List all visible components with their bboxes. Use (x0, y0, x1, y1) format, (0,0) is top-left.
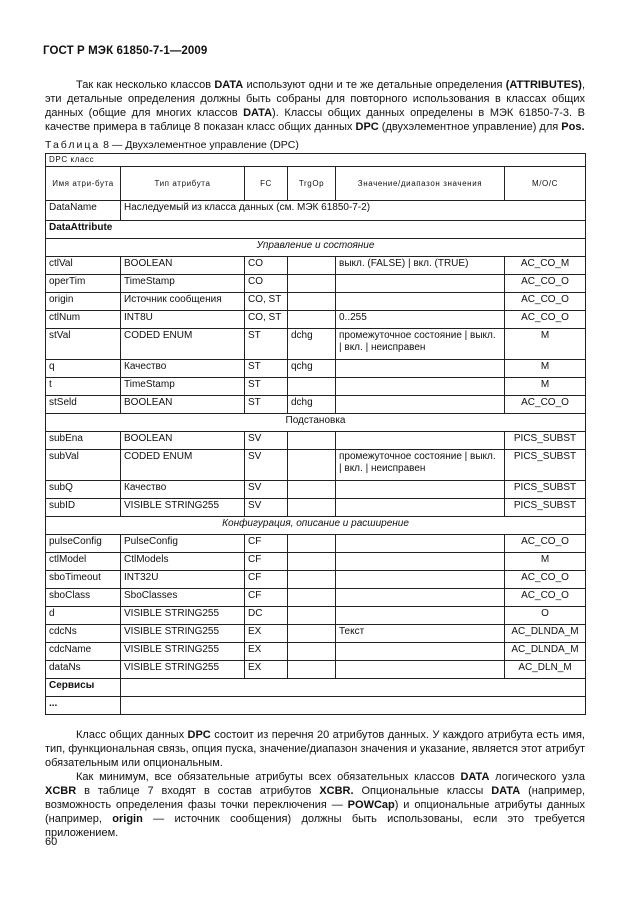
section-title: Управление и состояние (46, 239, 586, 257)
cell-trgop (288, 589, 336, 607)
cell-fc: EX (245, 661, 288, 679)
table-row (46, 378, 586, 396)
cell-value-range (336, 643, 505, 661)
cell-attr-name: d (46, 607, 121, 625)
cell-attr-name: pulseConfig (46, 535, 121, 553)
text-run: XCBR. (319, 785, 354, 797)
cell-value-range (336, 553, 505, 571)
cell-attr-name: origin (46, 293, 121, 311)
cell-attr-type: Качество (121, 360, 245, 378)
section-title: Подстановка (46, 414, 586, 432)
cell-value-range (336, 589, 505, 607)
text-run: DATA (214, 79, 244, 91)
cell-moc: PICS_SUBST (505, 481, 586, 499)
text-run: origin (112, 813, 143, 825)
text-run: (например, возможность определения фазы точки переключения — (45, 785, 586, 811)
cell-attr-type: VISIBLE STRING255 (121, 625, 245, 643)
cell-value-range (336, 293, 505, 311)
cell-attr-type: CODED ENUM (121, 450, 245, 481)
cell-attr-type: Источник сообщения (121, 293, 245, 311)
table-row (46, 499, 586, 517)
cell-trgop (288, 257, 336, 275)
cell-attr-type: TimeStamp (121, 275, 245, 293)
document-header: ГОСТ Р МЭК 61850-7-1—2009 (43, 45, 208, 57)
section-header-row (46, 239, 586, 257)
cell-attr-name: q (46, 360, 121, 378)
cell-attr-type: BOOLEAN (121, 257, 245, 275)
header-moc: M/O/C (505, 167, 586, 201)
cell-value-range (336, 360, 505, 378)
cell-attr-type: CtlModels (121, 553, 245, 571)
cell-attr-name: stSeld (46, 396, 121, 414)
cell-attr-name: sboTimeout (46, 571, 121, 589)
services-empty-cell (121, 679, 586, 697)
text-run: Класс общих данных (76, 729, 188, 741)
cell-attr-name: stVal (46, 329, 121, 360)
cell-moc: AC_CO_O (505, 275, 586, 293)
cell-fc: ST (245, 396, 288, 414)
cell-attr-type: INT8U (121, 311, 245, 329)
text-run: DATA (460, 771, 490, 783)
cell-value-range (336, 499, 505, 517)
page-number: 60 (45, 836, 58, 848)
table-row (46, 571, 586, 589)
cell-attr-type: SboClasses (121, 589, 245, 607)
cell-attr-name: operTim (46, 275, 121, 293)
text-run: логического узла (489, 771, 585, 783)
cell-attr-name: ctlModel (46, 553, 121, 571)
cell-value-range: промежуточное состояние | выкл. | вкл. | неисправен (336, 450, 505, 481)
caption-label: Таблица (45, 139, 101, 151)
table-row (46, 643, 586, 661)
cell-fc: CF (245, 571, 288, 589)
cell-fc: SV (245, 450, 288, 481)
text-run: DPC (355, 121, 379, 133)
caption-title: 8 — Двухэлементное управление (DPC) (100, 139, 299, 151)
cell-attr-type: INT32U (121, 571, 245, 589)
dataname-desc: Наследуемый из класса данных (см. МЭК 61850-7-2) (121, 201, 586, 221)
ellipsis-cell: ... (46, 697, 121, 715)
ellipsis-row (46, 697, 586, 715)
table-row (46, 535, 586, 553)
dpc-table (45, 153, 586, 715)
cell-trgop (288, 378, 336, 396)
cell-value-range (336, 661, 505, 679)
text-run: состоит из перечня 20 атрибутов данных. У каждого атрибута есть имя, тип, функциональная связь, опция пуска, значение/диапазон значения и указание, является этот атрибут обязательным или опциональным. (45, 729, 585, 769)
cell-attr-name: cdcNs (46, 625, 121, 643)
cell-attr-type: PulseConfig (121, 535, 245, 553)
table-class-label: DPC класс (46, 154, 586, 167)
cell-attr-name: ctlVal (46, 257, 121, 275)
cell-moc: AC_CO_O (505, 396, 586, 414)
cell-moc: PICS_SUBST (505, 499, 586, 517)
table-row (46, 661, 586, 679)
cell-attr-type: VISIBLE STRING255 (121, 607, 245, 625)
table-row (46, 275, 586, 293)
table-row (46, 311, 586, 329)
cell-value-range: промежуточное состояние | выкл. | вкл. | неисправен (336, 329, 505, 360)
cell-moc: M (505, 378, 586, 396)
cell-moc: AC_DLN_M (505, 661, 586, 679)
cell-moc: M (505, 360, 586, 378)
cell-moc: M (505, 329, 586, 360)
cell-trgop (288, 661, 336, 679)
cell-trgop (288, 643, 336, 661)
dataattribute-row: DataAttribute (46, 221, 586, 239)
cell-value-range (336, 481, 505, 499)
cell-value-range (336, 607, 505, 625)
table-row (46, 257, 586, 275)
cell-fc: CO, ST (245, 293, 288, 311)
cell-attr-name: subID (46, 499, 121, 517)
text-run: DATA (491, 785, 521, 797)
cell-attr-name: subEna (46, 432, 121, 450)
text-run: DPC (187, 729, 211, 741)
text-run: , эти детальные определения должны быть собраны для повторного использования в классах общих данных (общие для многих классов (45, 79, 585, 119)
cell-trgop: qchg (288, 360, 336, 378)
cell-trgop (288, 553, 336, 571)
table-row (46, 293, 586, 311)
cell-attr-name: t (46, 378, 121, 396)
cell-attr-name: sboClass (46, 589, 121, 607)
cell-trgop (288, 499, 336, 517)
cell-moc: O (505, 607, 586, 625)
text-run: ). Классы общих данных определены в МЭК 61850-7-3. В качестве примера в таблице 8 показан класс общих данных (45, 107, 585, 133)
cell-attr-type: VISIBLE STRING255 (121, 661, 245, 679)
ellipsis-empty-cell (121, 697, 586, 715)
text-run: в таблице 7 входят в состав атрибутов (76, 785, 320, 797)
cell-fc: ST (245, 360, 288, 378)
header-attr-name: Имя атри-бута (46, 167, 121, 201)
cell-attr-name: subVal (46, 450, 121, 481)
table-row (46, 625, 586, 643)
services-cell: Сервисы (46, 679, 121, 697)
cell-value-range (336, 378, 505, 396)
cell-trgop (288, 535, 336, 553)
text-run: Опциональные классы (353, 785, 492, 797)
text-run: DATA (243, 107, 273, 119)
text-run: (двухэлементное управление) для (378, 121, 562, 133)
cell-fc: EX (245, 643, 288, 661)
cell-moc: M (505, 553, 586, 571)
cell-moc: AC_CO_O (505, 311, 586, 329)
cell-attr-type: CODED ENUM (121, 329, 245, 360)
cell-fc: CO (245, 257, 288, 275)
table-row (46, 450, 586, 481)
cell-attr-type: Качество (121, 481, 245, 499)
text-run: ) и опциональные атрибуты данных (например, (45, 799, 585, 825)
cell-moc: AC_DLNDA_M (505, 625, 586, 643)
cell-value-range (336, 535, 505, 553)
text-run: XCBR (45, 785, 77, 797)
cell-attr-type: TimeStamp (121, 378, 245, 396)
table-row (46, 553, 586, 571)
cell-fc: CO, ST (245, 311, 288, 329)
cell-fc: SV (245, 499, 288, 517)
cell-trgop (288, 481, 336, 499)
cell-value-range: Текст (336, 625, 505, 643)
cell-trgop (288, 571, 336, 589)
section-title: Конфигурация, описание и расширение (46, 517, 586, 535)
cell-moc: AC_DLNDA_M (505, 643, 586, 661)
cell-value-range: выкл. (FALSE) | вкл. (TRUE) (336, 257, 505, 275)
cell-trgop (288, 432, 336, 450)
cell-attr-name: dataNs (46, 661, 121, 679)
cell-trgop (288, 625, 336, 643)
cell-trgop (288, 275, 336, 293)
cell-fc: ST (245, 378, 288, 396)
dataname-cell: DataName (46, 201, 121, 221)
cell-value-range (336, 432, 505, 450)
cell-trgop (288, 607, 336, 625)
cell-trgop: dchg (288, 329, 336, 360)
intro-paragraph (45, 78, 585, 134)
services-row (46, 679, 586, 697)
xcbr-paragraph (45, 770, 585, 840)
text-run: — источник сообщения) должны быть использованы, если это требуется приложением. (45, 813, 586, 839)
cell-attr-type: BOOLEAN (121, 432, 245, 450)
table-row (46, 589, 586, 607)
header-attr-type: Тип атрибута (121, 167, 245, 201)
cell-attr-name: cdcName (46, 643, 121, 661)
text-run: (ATTRIBUTES) (505, 79, 582, 91)
cell-trgop (288, 450, 336, 481)
cell-fc: SV (245, 432, 288, 450)
text-run: используют одни и те же детальные определения (243, 79, 506, 91)
dpc-description-paragraph (45, 728, 585, 770)
table-row (46, 432, 586, 450)
cell-fc: DC (245, 607, 288, 625)
cell-fc: EX (245, 625, 288, 643)
cell-value-range (336, 275, 505, 293)
cell-attr-type: VISIBLE STRING255 (121, 499, 245, 517)
cell-trgop (288, 293, 336, 311)
text-run: POWCap (347, 799, 395, 811)
cell-fc: CF (245, 553, 288, 571)
cell-value-range (336, 571, 505, 589)
cell-moc: PICS_SUBST (505, 432, 586, 450)
cell-moc: PICS_SUBST (505, 450, 586, 481)
cell-fc: CF (245, 589, 288, 607)
section-header-row (46, 414, 586, 432)
cell-fc: CF (245, 535, 288, 553)
cell-trgop (288, 311, 336, 329)
table-caption (45, 139, 299, 151)
cell-value-range (336, 396, 505, 414)
cell-moc: AC_CO_O (505, 535, 586, 553)
cell-value-range: 0..255 (336, 311, 505, 329)
table-row (46, 481, 586, 499)
header-fc: FC (245, 167, 288, 201)
cell-moc: AC_CO_M (505, 257, 586, 275)
cell-fc: ST (245, 329, 288, 360)
cell-fc: SV (245, 481, 288, 499)
cell-moc: AC_CO_O (505, 589, 586, 607)
table-row (46, 607, 586, 625)
text-run: Pos. (561, 121, 585, 133)
section-header-row (46, 517, 586, 535)
cell-moc: AC_CO_O (505, 571, 586, 589)
cell-moc: AC_CO_O (505, 293, 586, 311)
table-row (46, 360, 586, 378)
table-row (46, 329, 586, 360)
text-run: Как минимум, все обязательные атрибуты всех обязательных классов (76, 771, 461, 783)
text-run: Так как несколько классов (76, 79, 215, 91)
cell-attr-type: VISIBLE STRING255 (121, 643, 245, 661)
cell-attr-name: subQ (46, 481, 121, 499)
header-value-range: Значение/диапазон значения (336, 167, 505, 201)
header-trgop: TrgOp (288, 167, 336, 201)
cell-trgop: dchg (288, 396, 336, 414)
cell-attr-name: ctlNum (46, 311, 121, 329)
table-row (46, 396, 586, 414)
cell-attr-type: BOOLEAN (121, 396, 245, 414)
cell-fc: CO (245, 275, 288, 293)
